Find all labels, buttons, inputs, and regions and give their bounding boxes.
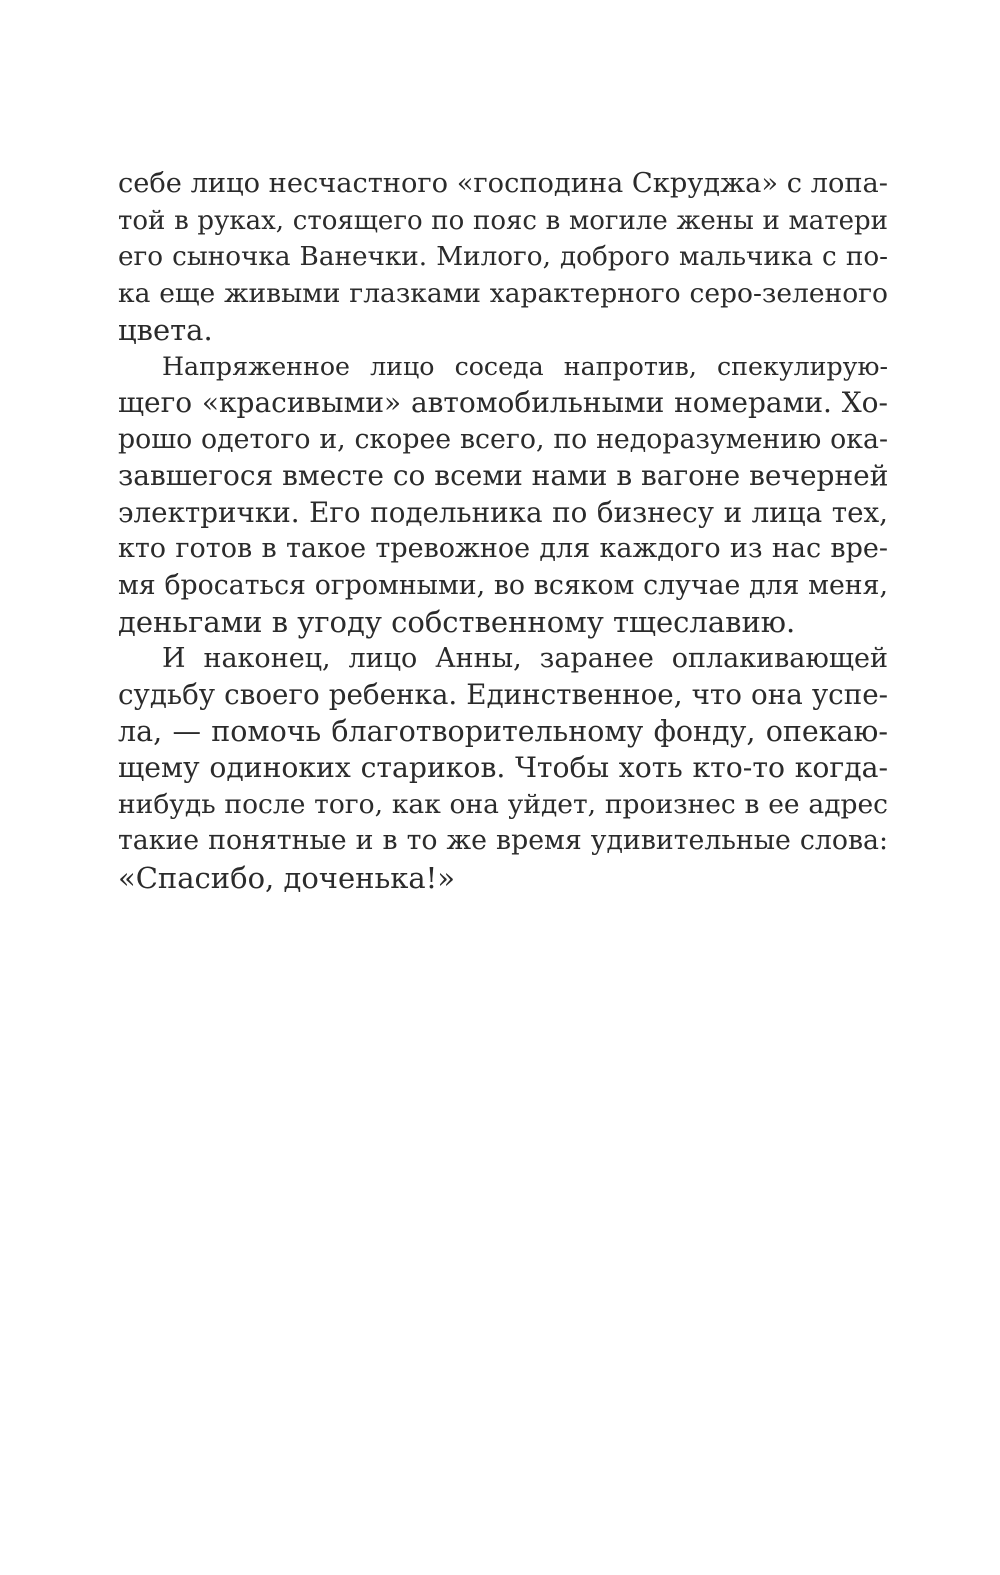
- text-line: И наконец, лицо Анны, заранее оплакивающей: [162, 642, 888, 674]
- text-line: судьбу своего ребенка. Единственное, что она успе-: [118, 678, 888, 711]
- text-line: себе лицо несчастного «господина Скруджа» с лопа-: [118, 168, 888, 199]
- paragraph-2: [118, 349, 888, 641]
- paragraph-3: [118, 641, 888, 897]
- text-line: ла, — помочь благотворительному фонду, опекаю-: [118, 714, 888, 748]
- text-line: электрички. Его подельника по бизнесу и лица тех,: [118, 495, 888, 529]
- text-line: «Спасибо, доченька!»: [118, 860, 456, 895]
- text-line: Напряженное лицо соседа напротив, спекулирую-: [162, 351, 888, 381]
- text-line: завшегося вместе со всеми нами в вагоне вечерней: [118, 459, 889, 492]
- text-line: цвета.: [118, 313, 213, 347]
- text-line: щему одиноких стариков. Чтобы хоть кто-то когда-: [118, 751, 888, 784]
- text-line: кто готов в такое тревожное для каждого из нас вре-: [118, 533, 888, 564]
- text-line: рошо одетого и, скорее всего, по недоразумению ока-: [118, 423, 888, 455]
- text-line: щего «красивыми» автомобильными номерами. Хо-: [118, 386, 888, 419]
- text-block: [118, 166, 888, 896]
- text-line: нибудь после того, как она уйдет, произнес в ее адрес: [118, 788, 888, 820]
- text-line: его сыночка Ванечки. Милого, доброго мальчика с по-: [118, 242, 888, 272]
- text-line: той в руках, стоящего по пояс в могиле жены и матери: [118, 205, 888, 236]
- text-line: такие понятные и в то же время удивительные слова:: [118, 825, 888, 856]
- text-line: мя бросаться огромными, во всяком случае для меня,: [118, 569, 888, 601]
- paragraph-1: [118, 166, 888, 349]
- text-line: ка еще живыми глазками характерного серо-зеленого: [118, 277, 888, 309]
- text-line: деньгами в угоду собственному тщеславию.: [118, 605, 796, 639]
